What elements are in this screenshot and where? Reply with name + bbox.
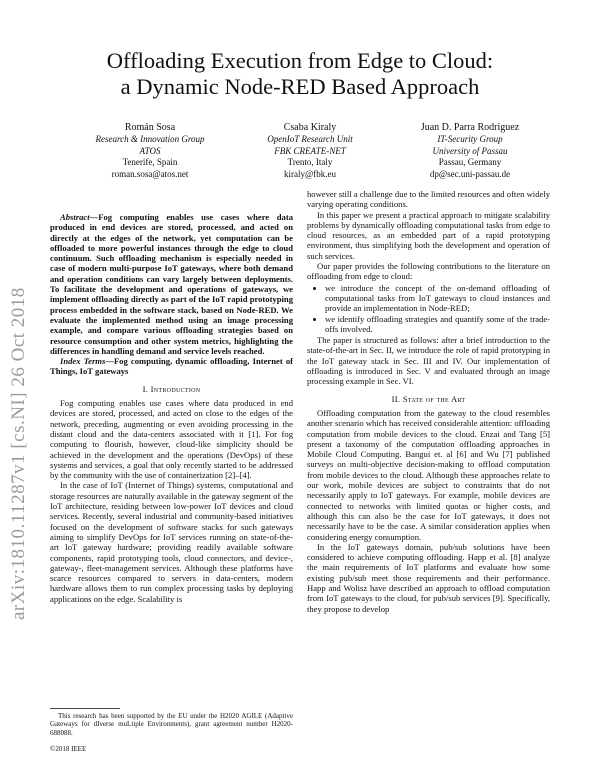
author-org: ATOS	[139, 145, 161, 156]
intro-paragraph-2: In the case of IoT (Internet of Things) systems, computational and storage resources are naturally available in the gateway segment of the IoT architecture, residing between low-power IoT devices and cloud services. Recently, several industrial and community-based initiatives focused on the development of software stacks for such gateways aiming to simplify DevOps for IoT services running on state-of-the-art IoT gateway hardware; providing readily available software components, rapid prototyping tools, cloud connectors, and device-, gateway-, fleet-management services. Although these platforms have scarce resources compared to servers in data-centers, modern hardware allows them to run complex processing tasks by deploying applications on the edge. Scalability is	[50, 480, 293, 604]
author-block-2	[220, 122, 400, 180]
list-item: • we introduce the concept of the on-demand offloading of computational tasks from IoT gateways to cloud instances and provide an implementation in Node-RED;	[325, 283, 550, 314]
section-heading-state-of-the-art: II. State of the Art	[391, 393, 466, 404]
author-location: Passau, Germany	[438, 157, 502, 167]
left-column	[50, 212, 293, 604]
footnote-rule	[50, 708, 120, 709]
paper-title	[50, 48, 550, 100]
author-block-1	[60, 122, 240, 180]
author-name: Román Sosa	[124, 122, 176, 133]
author-name: Csaba Kiraly	[283, 122, 337, 133]
author-org: University of Passau	[432, 145, 508, 156]
arxiv-stamp: arXiv:1810.11287v1 [cs.NI] 26 Oct 2018	[8, 287, 29, 620]
title-line-2: a Dynamic Node-RED Based Approach	[120, 74, 480, 99]
author-email: kiraly@fbk.eu	[283, 168, 337, 179]
author-org: FBK CREATE-NET	[274, 145, 346, 156]
funding-footnote: This research has been supported by the EU under the H2020 AGILE (Adaptive Gateways for dIverse muLtiple Environments), grant agreement number H2020-688088.	[50, 712, 293, 737]
abstract	[50, 212, 293, 356]
index-terms	[50, 356, 293, 377]
intro-paragraph-5: The paper is structured as follows: after a brief introduction to the state-of-the-art in Sec. II, we introduce the role of rapid prototyping in the IoT gateway stack in Sec. III and IV. Our implementation of offloading is introduced in Sec. V and evaluated through an image processing example in Sec. VI.	[307, 335, 550, 387]
author-block-3	[380, 122, 560, 180]
section-heading-introduction: I. Introduction	[142, 383, 201, 394]
intro-paragraph-3: In this paper we present a practical approach to mitigate scalability problems by dynamically offloading computational tasks from edge to cloud resources, as an embedded part of a rapid prototyping environment, thus simplifying both the development and operation of such services.	[307, 209, 550, 261]
author-name: Juan D. Parra Rodriguez	[420, 122, 520, 133]
author-group: Research & Innovation Group	[95, 134, 205, 144]
author-email: roman.sosa@atos.net	[111, 168, 189, 179]
sota-paragraph-2: In the IoT gateways domain, pub/sub solutions have been considered to achieve computing offloading. Happ et al. [8] analyze the main requirements of IoT platforms and evaluate how some existing pub/sub meet those requirements and their performance. Happ and Wolisz have described an approach to offload computation from IoT gateways to the cloud, for pub/sub services [9]. Specifically, they propose to develop	[307, 541, 550, 614]
intro-paragraph-2-continued: however still a challenge due to the limited resources and often widely varying operating conditions.	[307, 189, 550, 210]
list-item: • we identify offloading strategies and quantify some of the trade-offs involved.	[325, 314, 550, 335]
author-location: Trento, Italy	[287, 157, 333, 167]
intro-paragraph-1: Fog computing enables use cases where data produced in end devices are stored, processed, and acted on close to the edges of the network, preceding, augmenting or even avoiding processing in the distant cloud and the data-centers associated with it [1]. For fog computing to flourish, however, cloud-like simplicity should be achieved in the development and the operations (DevOps) of these systems and services, a goal that only recently started to be addressed by the community with the use of containerization [2]–[4].	[50, 398, 293, 481]
right-column	[307, 189, 550, 614]
index-terms-text: —Fog computing, dynamic offloading, Internet of Things, IoT gateways	[50, 356, 293, 377]
abstract-label: Abstract	[60, 212, 90, 222]
author-location: Tenerife, Spain	[122, 157, 178, 167]
sota-paragraph-1: Offloading computation from the gateway to the cloud resembles another scenario which has received considerable attention: offloading computation from mobile devices to the cloud. Enzai and Tang [5] present a taxonomy of the computation offloading approaches in Mobile Cloud Computing. Bangui et. al [6] and Wu [7] published surveys on multi-objective decision-making to offload computation from mobile devices to the cloud. Although these approaches relate to our work, mobile devices are subject to constraints that do not necessarily apply to IoT gateways. For example, mobile devices are connected to networks with limited quotas or higher costs, and although this can also be the case for IoT gateways, it does not necessarily have to be the case. A similar consideration applies when considering energy consumption.	[307, 407, 550, 542]
abstract-text: —Fog computing enables use cases where data produced in end devices are stored, processed, and acted on directly at the edges of the network, yet computation can be offloaded to more powerful instances through the edge to cloud continuum. Such offloading mechanism is especially needed in case of modern multi-purpose IoT gateways, where both demand and operation conditions can vary largely between deployments. To facilitate the development and operations of gateways, we implement offloading directly as part of the IoT rapid prototyping process embedded in the software stack, based on Node-RED. We evaluate the implemented method using an image processing example, and compare various offloading strategies based on resource consumption and other system metrics, highlighting the differences in handling demand and service levels reached.	[50, 212, 293, 356]
intro-paragraph-4: Our paper provides the following contributions to the literature on offloading from edge to cloud:	[307, 261, 550, 282]
author-group: OpenIoT Research Unit	[267, 134, 353, 144]
index-terms-label: Index Terms	[60, 356, 106, 367]
title-line-1: Offloading Execution from Edge to Cloud:	[106, 48, 494, 73]
author-group: IT-Security Group	[437, 134, 503, 144]
author-email: dp@sec.uni-passau.de	[429, 168, 511, 179]
copyright-notice: ©2018 IEEE	[50, 745, 87, 753]
contributions-list	[307, 283, 550, 334]
